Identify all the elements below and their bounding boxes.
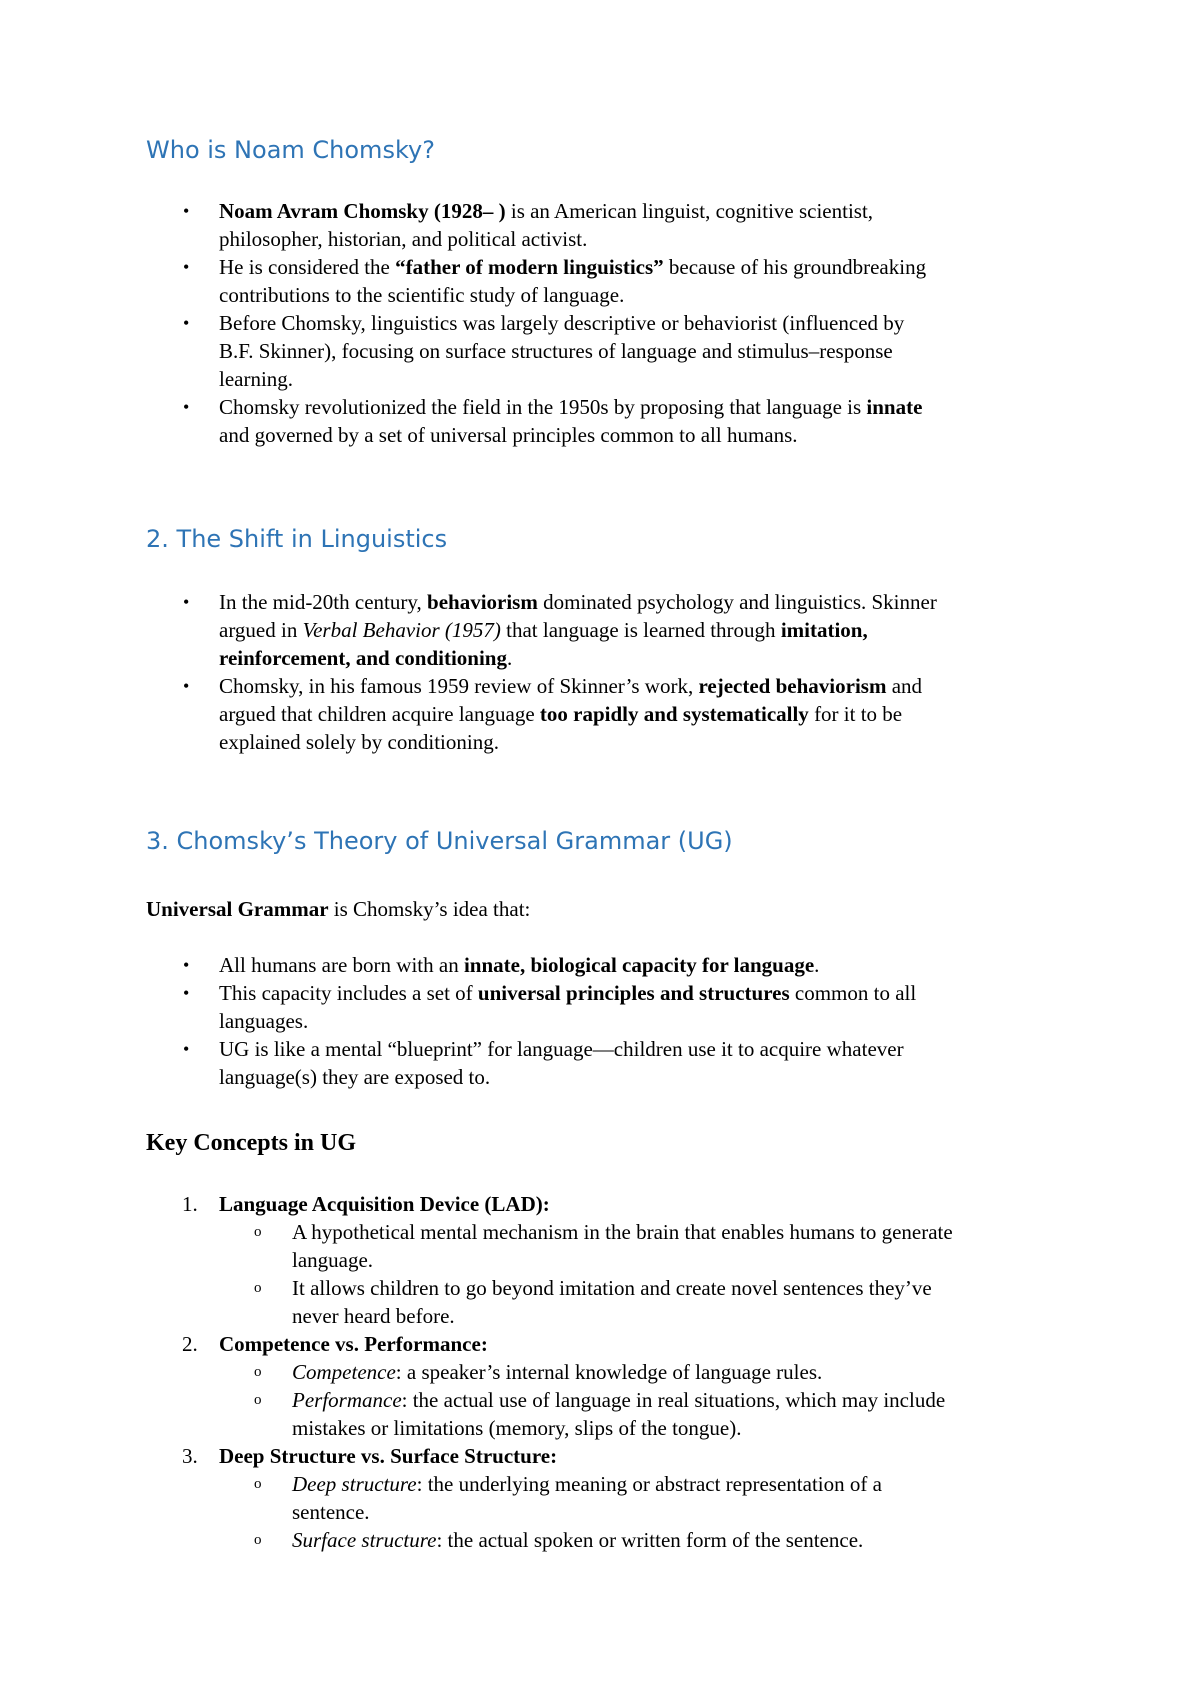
ug-intro bbox=[146, 895, 530, 923]
text: is an American linguist, cognitive scientist, bbox=[505, 199, 874, 223]
text: languages. bbox=[219, 1009, 309, 1033]
bold-text: behaviorism bbox=[427, 590, 538, 614]
text: mistakes or limitations (memory, slips of the tongue). bbox=[292, 1416, 742, 1440]
bullet-icon: • bbox=[183, 397, 190, 417]
list-item bbox=[146, 588, 1066, 672]
text: for it to be bbox=[808, 702, 903, 726]
bullet-icon: • bbox=[183, 1039, 190, 1059]
list-item bbox=[146, 393, 1066, 449]
text: It allows children to go beyond imitation and create novel sentences they’ve bbox=[292, 1276, 932, 1300]
list-number: 3. bbox=[182, 1444, 198, 1468]
text: : a speaker’s internal knowledge of language rules. bbox=[395, 1360, 823, 1384]
bullet-icon: • bbox=[183, 676, 190, 696]
italic-text: Competence bbox=[292, 1360, 396, 1384]
list-item bbox=[146, 309, 1066, 393]
bullet-icon: • bbox=[183, 592, 190, 612]
text: and governed by a set of universal principles common to all humans. bbox=[219, 423, 798, 447]
list-item bbox=[146, 1442, 1066, 1554]
text: language. bbox=[292, 1248, 374, 1272]
concept-label: Competence vs. Performance: bbox=[219, 1332, 488, 1356]
text: : the underlying meaning or abstract representation of a bbox=[416, 1472, 882, 1496]
list-item bbox=[146, 1190, 1066, 1330]
text: B.F. Skinner), focusing on surface structures of language and stimulus–response bbox=[219, 339, 893, 363]
text: UG is like a mental “blueprint” for language—children use it to acquire whatever bbox=[219, 1037, 904, 1061]
bullet-icon: • bbox=[183, 313, 190, 333]
text: and bbox=[886, 674, 923, 698]
list-item bbox=[146, 672, 1066, 756]
bold-text: too rapidly and systematically bbox=[539, 702, 809, 726]
circle-bullet-icon: o bbox=[254, 1280, 262, 1296]
text: Before Chomsky, linguistics was largely descriptive or behaviorist (influenced by bbox=[219, 311, 905, 335]
list-number: 2. bbox=[182, 1332, 198, 1356]
bullet-icon: • bbox=[183, 201, 190, 221]
sub-list-item bbox=[219, 1526, 1066, 1554]
text: A hypothetical mental mechanism in the brain that enables humans to generate bbox=[292, 1220, 953, 1244]
key-concepts-list bbox=[146, 1190, 1066, 1554]
text: sentence. bbox=[292, 1500, 370, 1524]
section-heading-shift-in-linguistics: 2. The Shift in Linguistics bbox=[146, 525, 448, 553]
circle-bullet-icon: o bbox=[254, 1532, 262, 1548]
bullet-list-section3 bbox=[146, 951, 1066, 1091]
text: common to all bbox=[789, 981, 917, 1005]
section-heading-universal-grammar: 3. Chomsky’s Theory of Universal Grammar (UG) bbox=[146, 827, 733, 855]
text: All humans are born with an bbox=[219, 953, 464, 977]
text: language(s) they are exposed to. bbox=[219, 1065, 491, 1089]
text: is Chomsky’s idea that: bbox=[328, 897, 531, 921]
text: . bbox=[506, 646, 513, 670]
text: : the actual spoken or written form of the sentence. bbox=[436, 1528, 864, 1552]
sub-list bbox=[219, 1470, 1066, 1554]
text: philosopher, historian, and political activist. bbox=[219, 227, 588, 251]
text: explained solely by conditioning. bbox=[219, 730, 499, 754]
bold-text: imitation, bbox=[780, 618, 868, 642]
text: dominated psychology and linguistics. Skinner bbox=[537, 590, 937, 614]
bold-text: universal principles and structures bbox=[477, 981, 790, 1005]
bold-text: Universal Grammar bbox=[146, 897, 329, 921]
italic-text: Surface structure bbox=[292, 1528, 437, 1552]
text: Chomsky, in his famous 1959 review of Skinner’s work, bbox=[219, 674, 699, 698]
section-heading-who-is-chomsky: Who is Noam Chomsky? bbox=[146, 136, 435, 164]
list-item bbox=[146, 1330, 1066, 1442]
bullet-icon: • bbox=[183, 955, 190, 975]
bullet-list-section2 bbox=[146, 588, 1066, 756]
bold-text: innate, biological capacity for language bbox=[463, 953, 815, 977]
text: that language is learned through bbox=[500, 618, 781, 642]
text: He is considered the bbox=[219, 255, 396, 279]
text: This capacity includes a set of bbox=[219, 981, 478, 1005]
text: argued in bbox=[219, 618, 303, 642]
text: : the actual use of language in real situations, which may include bbox=[401, 1388, 946, 1412]
bold-text: Noam Avram Chomsky (1928– ) bbox=[219, 199, 506, 223]
sub-list-item bbox=[219, 1386, 1066, 1442]
sub-list-item bbox=[219, 1218, 1066, 1274]
sub-list-item bbox=[219, 1358, 1066, 1386]
list-item bbox=[146, 979, 1066, 1035]
bullet-list-section1 bbox=[146, 197, 1066, 449]
bold-text: “father of modern linguistics” bbox=[395, 255, 664, 279]
circle-bullet-icon: o bbox=[254, 1364, 262, 1380]
list-item bbox=[146, 197, 1066, 253]
circle-bullet-icon: o bbox=[254, 1224, 262, 1240]
list-item bbox=[146, 1035, 1066, 1091]
text: Chomsky revolutionized the field in the 1950s by proposing that language is bbox=[219, 395, 867, 419]
sub-list bbox=[219, 1358, 1066, 1442]
bold-text: rejected behaviorism bbox=[698, 674, 887, 698]
circle-bullet-icon: o bbox=[254, 1476, 262, 1492]
sub-list bbox=[219, 1218, 1066, 1330]
italic-text: Performance bbox=[292, 1388, 402, 1412]
list-item bbox=[146, 951, 1066, 979]
text: never heard before. bbox=[292, 1304, 455, 1328]
bold-text: reinforcement, and conditioning bbox=[219, 646, 507, 670]
circle-bullet-icon: o bbox=[254, 1392, 262, 1408]
concept-label: Language Acquisition Device (LAD): bbox=[219, 1192, 550, 1216]
list-item bbox=[146, 253, 1066, 309]
concept-label: Deep Structure vs. Surface Structure: bbox=[219, 1444, 558, 1468]
bullet-icon: • bbox=[183, 257, 190, 277]
text: learning. bbox=[219, 367, 294, 391]
sub-list-item bbox=[219, 1274, 1066, 1330]
bullet-icon: • bbox=[183, 983, 190, 1003]
bold-text: innate bbox=[866, 395, 923, 419]
text: because of his groundbreaking bbox=[663, 255, 927, 279]
sub-list-item bbox=[219, 1470, 1066, 1526]
italic-text: Deep structure bbox=[292, 1472, 417, 1496]
italic-text: Verbal Behavior (1957) bbox=[302, 618, 501, 642]
key-concepts-heading: Key Concepts in UG bbox=[146, 1130, 356, 1156]
text: . bbox=[814, 953, 820, 977]
list-number: 1. bbox=[182, 1192, 198, 1216]
text: In the mid-20th century, bbox=[219, 590, 428, 614]
text: contributions to the scientific study of language. bbox=[219, 283, 625, 307]
text: argued that children acquire language bbox=[219, 702, 540, 726]
